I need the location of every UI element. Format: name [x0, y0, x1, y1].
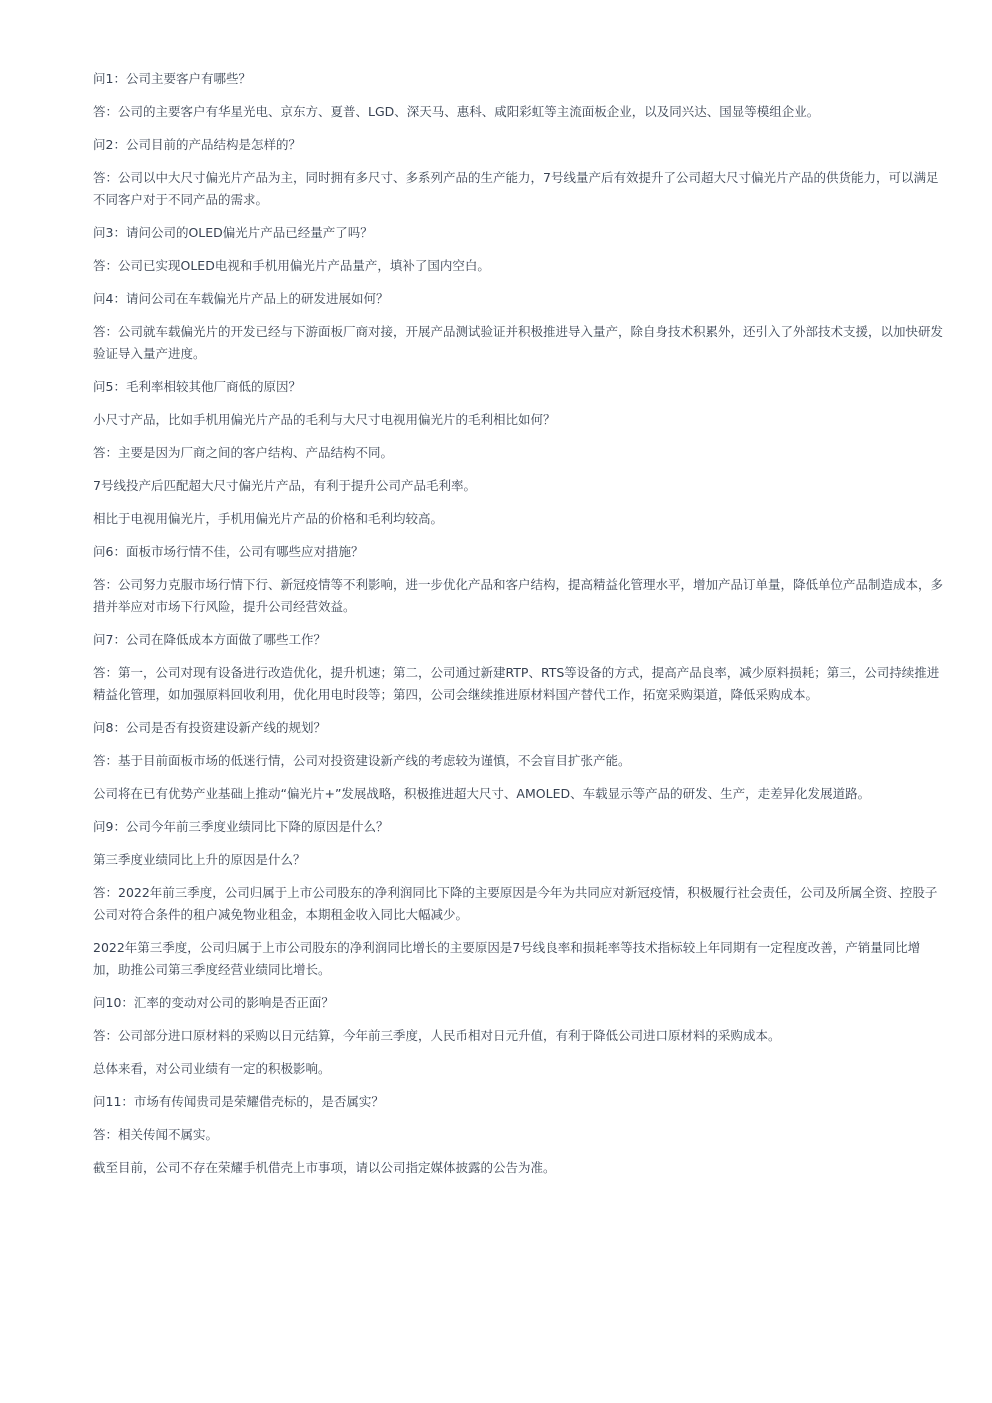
question-1: 问1：公司主要客户有哪些？ — [93, 71, 251, 86]
answer-5: 答：主要是因为厂商之间的客户结构、产品结构不同。 — [93, 445, 394, 460]
question-8: 问8：公司是否有投资建设新产线的规划？ — [93, 720, 326, 735]
question-3: 问3：请问公司的OLED偏光片产品已经量产了吗？ — [93, 225, 373, 240]
answer-7: 答：第一，公司对现有设备进行改造优化，提升机速；第二，公司通过新建RTP、RTS等设备的方式，提高产品良率，减少原料损耗；第三，公司持续推进精益化管理，如加强原料回收利用，优化用电时段等；第四，公司会继续推进原材料国产替代工作，拓宽采购渠道，降低采购成本。 — [93, 665, 940, 702]
answer-2: 答：公司以中大尺寸偏光片产品为主，同时拥有多尺寸、多系列产品的生产能力，7号线量产后有效提升了公司超大尺寸偏光片产品的供货能力，可以满足不同客户对于不同产品的需求。 — [93, 170, 939, 207]
answer-1: 答：公司的主要客户有华星光电、京东方、夏普、LGD、深天马、惠科、咸阳彩虹等主流面板企业，以及同兴达、国显等模组企业。 — [93, 104, 820, 119]
answer-9-continued: 2022年第三季度，公司归属于上市公司股东的净利润同比增长的主要原因是7号线良率和损耗率等技术指标较上年同期有一定程度改善，产销量同比增加，助推公司第三季度经营业绩同比增长。 — [93, 940, 921, 977]
question-7: 问7：公司在降低成本方面做了哪些工作？ — [93, 632, 326, 647]
answer-5-continued-1: 7号线投产后匹配超大尺寸偏光片产品，有利于提升公司产品毛利率。 — [93, 478, 476, 493]
answer-10: 答：公司部分进口原材料的采购以日元结算，今年前三季度，人民币相对日元升值，有利于降低公司进口原材料的采购成本。 — [93, 1028, 781, 1043]
question-6: 问6：面板市场行情不佳，公司有哪些应对措施？ — [93, 544, 364, 559]
answer-3: 答：公司已实现OLED电视和手机用偏光片产品量产，填补了国内空白。 — [93, 258, 490, 273]
question-9-followup: 第三季度业绩同比上升的原因是什么？ — [93, 852, 306, 867]
answer-8-continued: 公司将在已有优势产业基础上推动“偏光片+”发展战略，积极推进超大尺寸、AMOLED、车载显示等产品的研发、生产，走差异化发展道路。 — [93, 786, 871, 801]
question-4: 问4：请问公司在车载偏光片产品上的研发进展如何？ — [93, 291, 389, 306]
question-9: 问9：公司今年前三季度业绩同比下降的原因是什么？ — [93, 819, 389, 834]
answer-11-continued: 截至目前，公司不存在荣耀手机借壳上市事项，请以公司指定媒体披露的公告为准。 — [93, 1160, 556, 1175]
question-5: 问5：毛利率相较其他厂商低的原因？ — [93, 379, 301, 394]
answer-10-continued: 总体来看，对公司业绩有一定的积极影响。 — [93, 1061, 331, 1076]
question-2: 问2：公司目前的产品结构是怎样的？ — [93, 137, 301, 152]
answer-4: 答：公司就车载偏光片的开发已经与下游面板厂商对接，开展产品测试验证并积极推进导入量产，除自身技术积累外，还引入了外部技术支援，以加快研发验证导入量产进度。 — [93, 324, 944, 361]
question-11: 问11：市场有传闻贵司是荣耀借壳标的，是否属实？ — [93, 1094, 384, 1109]
answer-6: 答：公司努力克服市场行情下行、新冠疫情等不利影响，进一步优化产品和客户结构，提高精益化管理水平，增加产品订单量，降低单位产品制造成本，多措并举应对市场下行风险，提升公司经营效益。 — [93, 577, 944, 614]
answer-11: 答：相关传闻不属实。 — [93, 1127, 219, 1142]
question-5-followup: 小尺寸产品，比如手机用偏光片产品的毛利与大尺寸电视用偏光片的毛利相比如何？ — [93, 412, 556, 427]
question-10: 问10：汇率的变动对公司的影响是否正面？ — [93, 995, 334, 1010]
document-body — [93, 68, 945, 1190]
answer-9: 答：2022年前三季度，公司归属于上市公司股东的净利润同比下降的主要原因是今年为共同应对新冠疫情，积极履行社会责任，公司及所属全资、控股子公司对符合条件的租户减免物业租金，本期租金收入同比大幅减少。 — [93, 885, 938, 922]
answer-8: 答：基于目前面板市场的低迷行情，公司对投资建设新产线的考虑较为谨慎，不会盲目扩张产能。 — [93, 753, 631, 768]
answer-5-continued-2: 相比于电视用偏光片，手机用偏光片产品的价格和毛利均较高。 — [93, 511, 444, 526]
